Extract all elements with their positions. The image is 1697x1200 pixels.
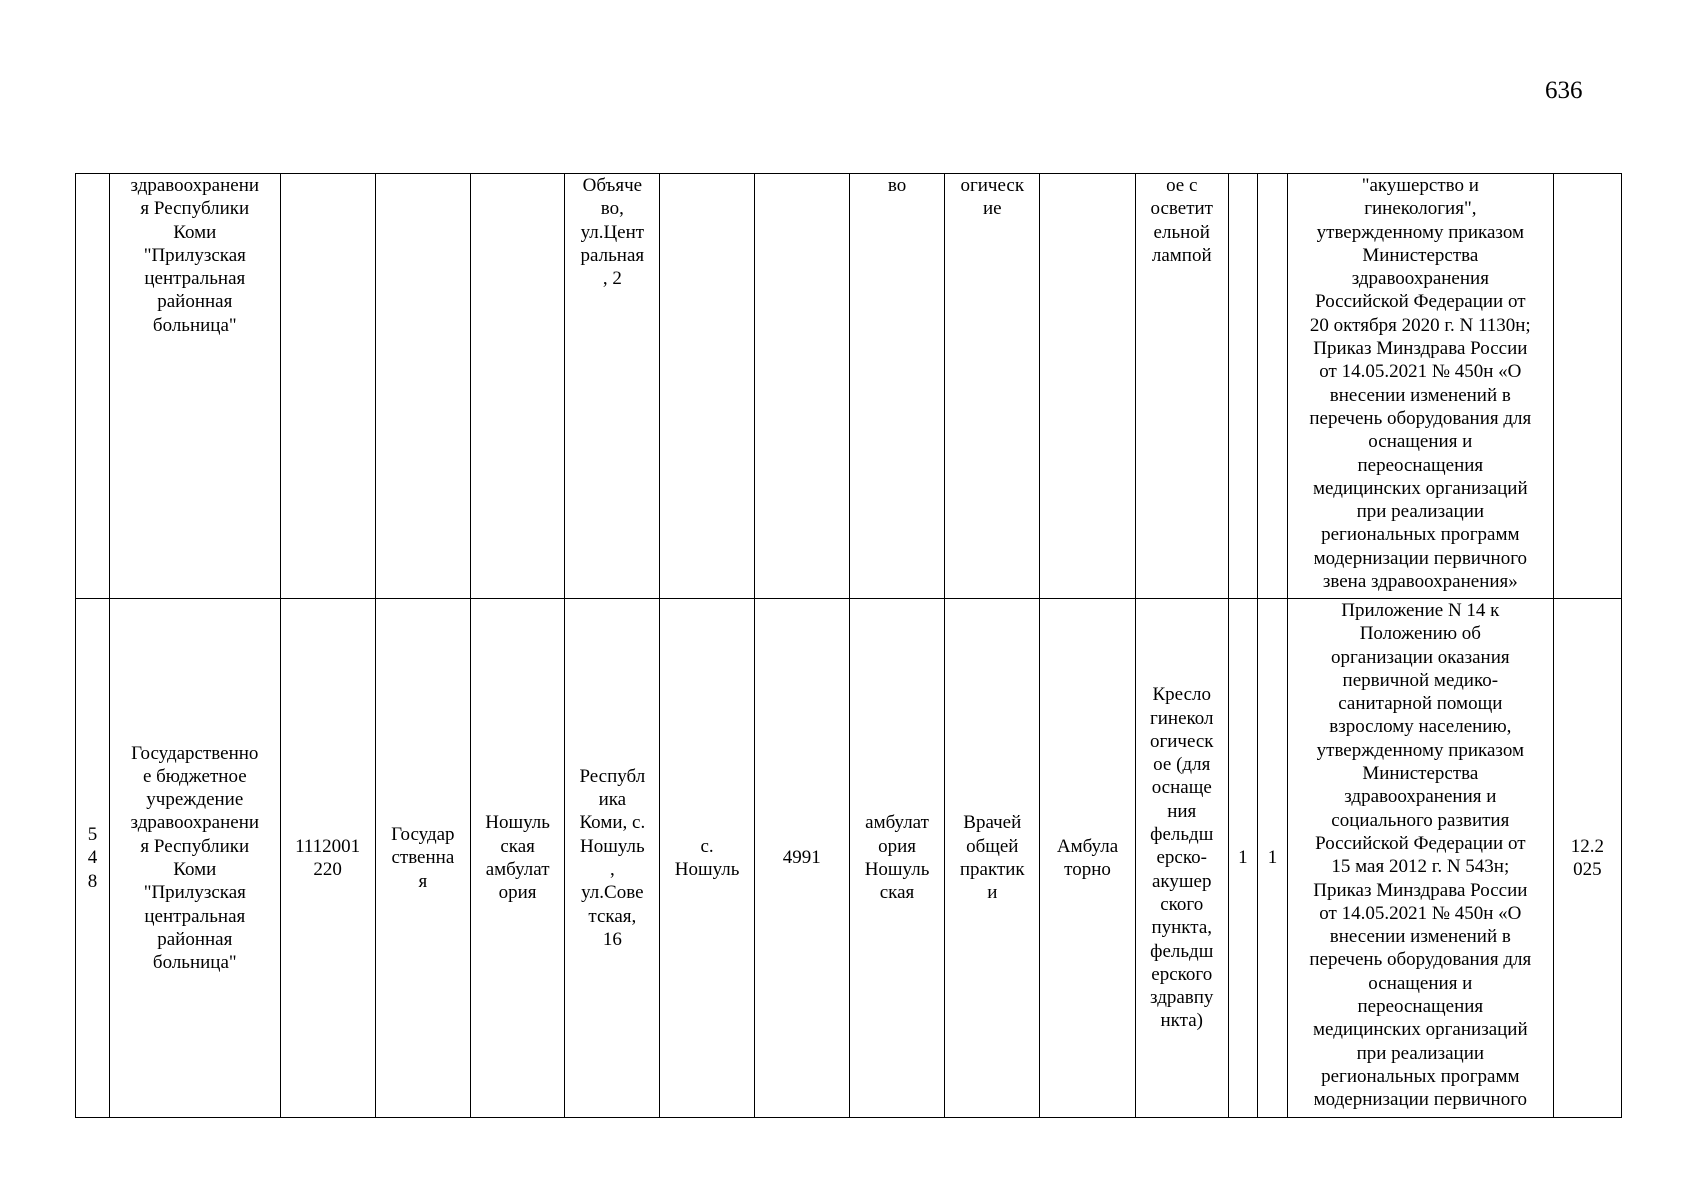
page-number: 636: [1545, 77, 1583, 104]
cell-subdivision: во: [849, 174, 944, 599]
cell-num: 5 4 8: [76, 599, 110, 1118]
cell-care-form: [1040, 174, 1135, 599]
cell-qty-b: [1257, 174, 1287, 599]
cell-regulation: Приложение N 14 к Положению об организации оказания первичной медико- санитарной помощи взрослому населению, утвержденному приказом Министерства здравоохранения и социального развития Российской Федерации от 15 мая 2012 г. N 543н; Приказ Минздрава России от 14.05.2021 № 450н «О внесении изменений в перечень оборудования для оснащения и переоснащения медицинских организаций при реализации региональных программ модернизации первичного: [1287, 599, 1553, 1118]
cell-population: [754, 174, 849, 599]
cell-subdivision: амбулат ория Ношуль ская: [849, 599, 944, 1118]
cell-specialists: Врачей общей практик и: [945, 599, 1040, 1118]
cell-unit-name: Ношуль ская амбулат ория: [470, 599, 564, 1118]
cell-regulation: "акушерство и гинекология", утвержденному приказом Министерства здравоохранения Российской Федерации от 20 октября 2020 г. N 1130н; Приказ Минздрава России от 14.05.2021 № 450н «О внесении изменений в перечень оборудования для оснащения и переоснащения медицинских организаций при реализации региональных программ модернизации первичного звена здравоохранения»: [1287, 174, 1553, 599]
cell-equipment: Кресло гинекол огическ ое (для оснаще ния фельдш ерско- акушер ского пункта, фельдш ерского здравпу нкта): [1135, 599, 1228, 1118]
cell-address: Республ ика Коми, с. Ношуль , ул.Сове тская, 16: [565, 599, 660, 1118]
cell-date: 12.2 025: [1553, 599, 1621, 1118]
cell-organization: Государственно е бюджетное учреждение здравоохранени я Республики Коми "Прилузская центральная районная больница": [110, 599, 280, 1118]
cell-inn: 1112001 220: [280, 599, 375, 1118]
cell-qty-b: 1: [1257, 599, 1287, 1118]
cell-inn: [280, 174, 375, 599]
cell-care-form: Амбула торно: [1040, 599, 1135, 1118]
cell-address: Объяче во, ул.Цент ральная , 2: [565, 174, 660, 599]
cell-ownership: [375, 174, 470, 599]
cell-organization: здравоохранени я Республики Коми "Прилузская центральная районная больница": [110, 174, 280, 599]
cell-unit-name: [470, 174, 564, 599]
cell-date: [1553, 174, 1621, 599]
table-row: [76, 174, 1622, 599]
cell-locality: с. Ношуль: [660, 599, 754, 1118]
cell-locality: [660, 174, 754, 599]
cell-ownership: Государ ственна я: [375, 599, 470, 1118]
cell-population: 4991: [754, 599, 849, 1118]
cell-qty-a: 1: [1228, 599, 1257, 1118]
cell-qty-a: [1228, 174, 1257, 599]
equipment-table: [75, 173, 1622, 1118]
cell-equipment: ое с осветит ельной лампой: [1135, 174, 1228, 599]
cell-num: [76, 174, 110, 599]
cell-specialists: огическ ие: [945, 174, 1040, 599]
table-row: [76, 599, 1622, 1118]
